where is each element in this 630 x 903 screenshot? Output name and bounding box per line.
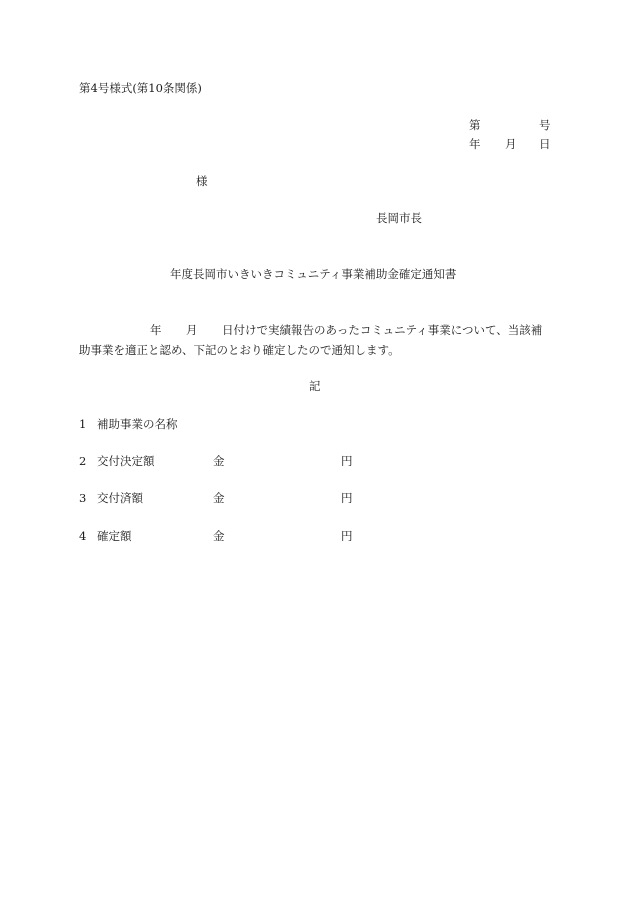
body-year-label: 年 xyxy=(150,323,162,337)
item-3-number: 3 xyxy=(79,491,87,505)
number-prefix: 第 xyxy=(469,118,481,132)
document-title: 年度長岡市いきいきコミュニティ事業補助金確定通知書 xyxy=(170,267,457,281)
ki-heading: 記 xyxy=(309,379,321,393)
item-3-yen: 円 xyxy=(341,491,353,505)
item-2-yen: 円 xyxy=(341,454,353,468)
item-4-yen: 円 xyxy=(341,529,353,543)
body-month-label: 月 xyxy=(186,323,198,337)
item-4-number: 4 xyxy=(79,529,87,543)
item-4-label: 確定額 xyxy=(97,529,132,543)
item-2-label: 交付決定額 xyxy=(97,454,155,468)
item-2-number: 2 xyxy=(79,454,87,468)
form-number-label: 第4号様式(第10条関係) xyxy=(79,81,202,95)
date-year-label: 年 xyxy=(469,137,481,151)
body-line2-text: 助事業を適正と認め、下記のとおり確定したので通知します。 xyxy=(79,343,400,357)
item-3-label: 交付済額 xyxy=(97,491,143,505)
item-1-label: 補助事業の名称 xyxy=(97,417,178,431)
addressee-honorific: 様 xyxy=(196,174,208,188)
date-month-label: 月 xyxy=(505,137,517,151)
item-4-kin: 金 xyxy=(213,529,225,543)
item-1-number: 1 xyxy=(79,417,87,431)
item-3-kin: 金 xyxy=(213,491,225,505)
item-2-kin: 金 xyxy=(213,454,225,468)
date-day-label: 日 xyxy=(539,137,551,151)
body-line1-text: 日付けで実績報告のあったコミュニティ事業について、当該補 xyxy=(222,323,543,337)
issuer-title: 長岡市長 xyxy=(376,211,422,225)
number-suffix: 号 xyxy=(539,118,551,132)
